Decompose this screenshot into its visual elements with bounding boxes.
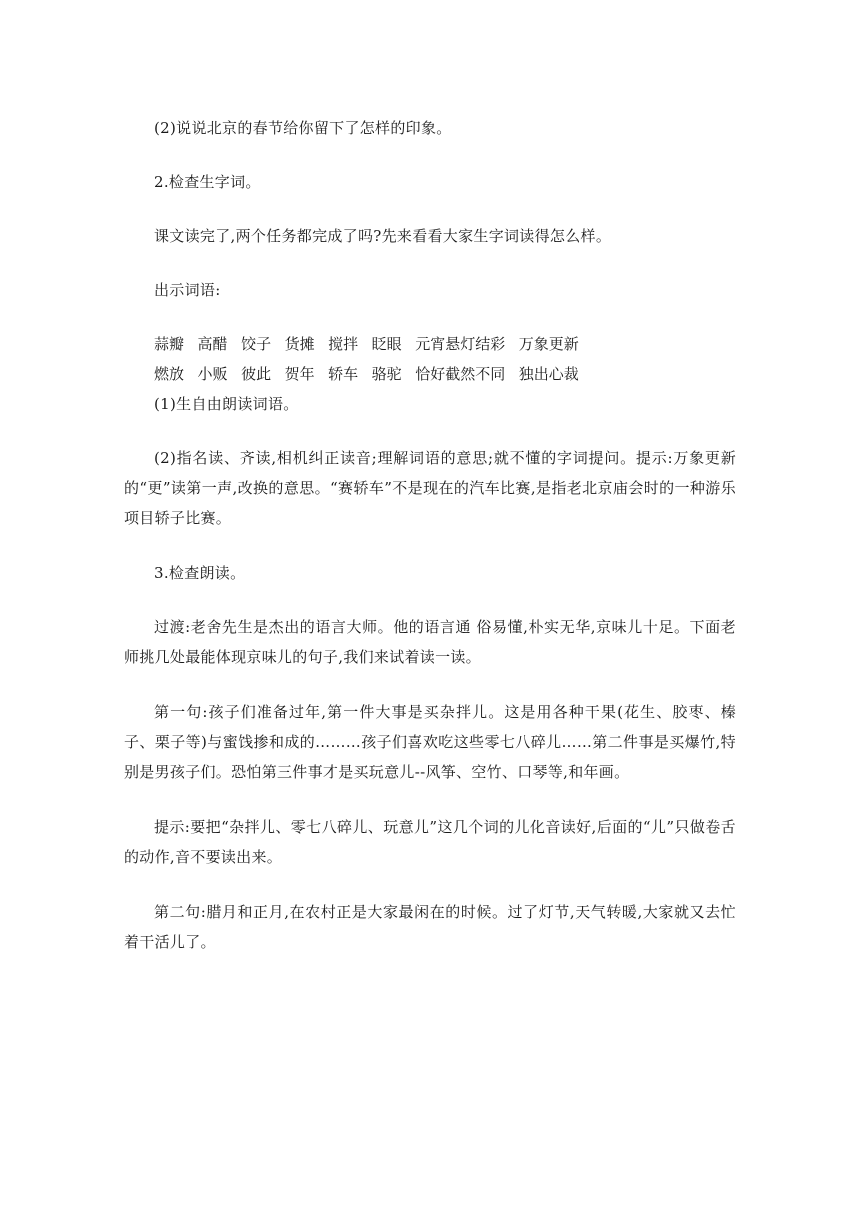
section-heading-check-words: 2.检查生字词。 bbox=[154, 173, 261, 191]
document-body bbox=[124, 113, 736, 957]
paragraph-show-words: 出示词语: bbox=[154, 281, 221, 299]
word-list-line-1: 蒜瓣 高醋 饺子 货摊 搅拌 眨眼 元宵悬灯结彩 万象更新 bbox=[154, 335, 579, 353]
paragraph-free-reading: (1)生自由朗读词语。 bbox=[154, 395, 299, 413]
section-heading-check-reading: 3.检查朗读。 bbox=[154, 564, 246, 582]
paragraph-sentence-2: 第二句:腊月和正月,在农村正是大家最闲在的时候。过了灯节,天气转暖,大家就又去忙着干活儿了。 bbox=[124, 903, 736, 951]
paragraph-sentence-1: 第一句:孩子们准备过年,第一件大事是买杂拌儿。这是用各种干果(花生、胶枣、榛子、栗子等)与蜜饯掺和成的………孩子们喜欢吃这些零七八碎儿……第二件事是买爆竹,特别是男孩子们。恐怕第三件事才是买玩意儿--风筝、空竹、口琴等,和年画。 bbox=[124, 703, 736, 781]
word-list-line-2: 燃放 小贩 彼此 贺年 轿车 骆驼 恰好截然不同 独出心裁 bbox=[154, 365, 579, 383]
paragraph-intro-words: 课文读完了,两个任务都完成了吗?先来看看大家生字词读得怎么样。 bbox=[154, 227, 612, 245]
paragraph-tip: 提示:要把“杂拌儿、零七八碎儿、玩意儿”这几个词的儿化音读好,后面的“儿”只做卷舌的动作,音不要读出来。 bbox=[124, 818, 736, 866]
paragraph-transition: 过渡:老舍先生是杰出的语言大师。他的语言通 俗易懂,朴实无华,京味儿十足。下面老师挑几处最能体现京味儿的句子,我们来试着读一读。 bbox=[124, 618, 736, 666]
paragraph-pronunciation: (2)指名读、齐读,相机纠正读音;理解词语的意思;就不懂的字词提问。提示:万象更新的“更”读第一声,改换的意思。“赛轿车”不是现在的汽车比赛,是指老北京庙会时的一种游乐项目轿子比赛。 bbox=[124, 449, 736, 527]
paragraph-question-2: (2)说说北京的春节给你留下了怎样的印象。 bbox=[154, 119, 452, 137]
